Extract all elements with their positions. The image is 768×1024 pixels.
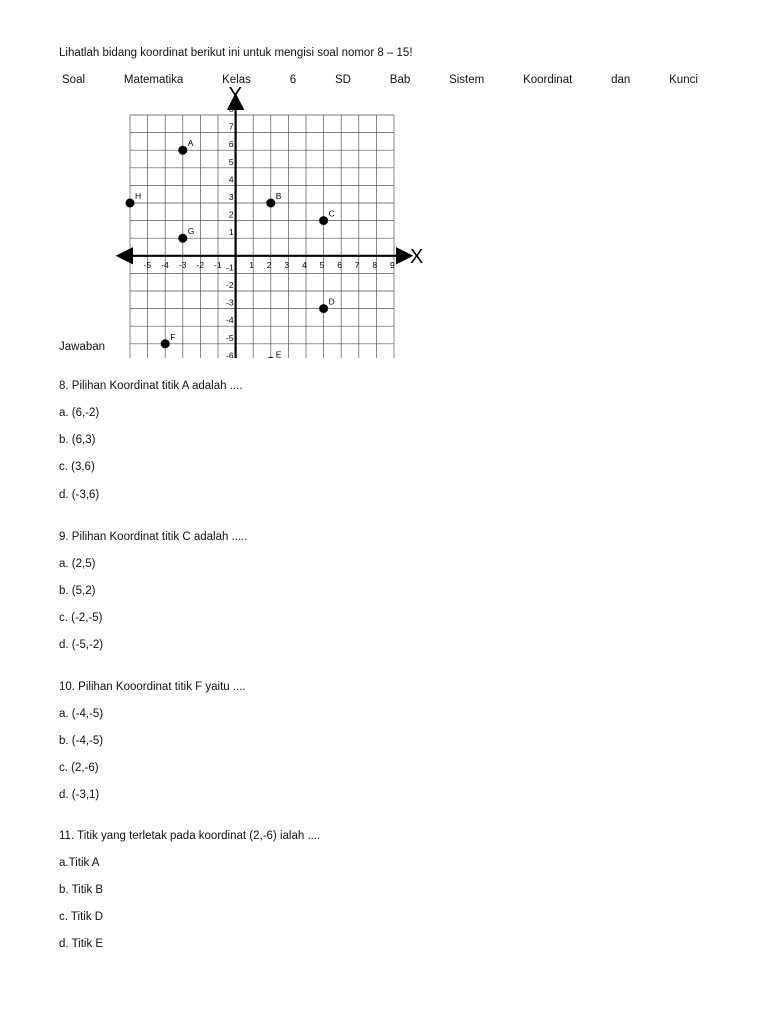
x-axis-label: X bbox=[410, 245, 424, 268]
option-8d: d. (-3,6) bbox=[59, 489, 100, 501]
point-label-h: H bbox=[135, 191, 142, 201]
x-tick-label: 7 bbox=[354, 259, 360, 270]
question-9: 9. Pilihan Koordinat titik C adalah ..... bbox=[59, 531, 248, 543]
y-tick-label: -2 bbox=[226, 280, 234, 290]
point-b bbox=[266, 199, 275, 208]
x-tick-label: 1 bbox=[249, 259, 254, 270]
x-tick-label: 8 bbox=[372, 259, 378, 270]
option-9c: c. (-2,-5) bbox=[59, 612, 103, 624]
title-word: dan bbox=[611, 74, 631, 86]
y-tick-label: 7 bbox=[228, 121, 234, 132]
point-h bbox=[126, 199, 135, 208]
x-tick-label: -1 bbox=[214, 259, 222, 270]
y-tick-label: 2 bbox=[228, 209, 234, 220]
point-c bbox=[319, 216, 328, 225]
y-tick-label: 6 bbox=[228, 139, 234, 150]
y-axis-label: Y bbox=[228, 86, 242, 106]
option-11a: a.Titik A bbox=[59, 857, 100, 869]
y-tick-label: 3 bbox=[228, 192, 234, 202]
question-11: 11. Titik yang terletak pada koordinat (2,-6) ialah .... bbox=[59, 830, 321, 842]
y-tick-label: -3 bbox=[226, 297, 234, 308]
option-9a: a. (2,5) bbox=[59, 558, 96, 570]
jawaban-label: Jawaban bbox=[59, 341, 106, 353]
intro-text: Lihatlah bidang koordinat berikut ini untuk mengisi soal nomor 8 – 15! bbox=[59, 47, 413, 59]
question-10: 10. Pilihan Kooordinat titik F yaitu .... bbox=[59, 681, 246, 693]
title-word: Koordinat bbox=[523, 74, 573, 86]
x-tick-label: 3 bbox=[284, 259, 290, 270]
point-label-f: F bbox=[170, 331, 176, 342]
x-tick-label: 5 bbox=[319, 259, 325, 270]
option-8c: c. (3,6) bbox=[59, 461, 95, 473]
option-9d: d. (-5,-2) bbox=[59, 639, 104, 651]
point-label-c: C bbox=[328, 208, 335, 219]
point-label-a: A bbox=[187, 138, 194, 149]
point-e bbox=[266, 357, 275, 358]
coordinate-plane bbox=[112, 86, 432, 358]
grid bbox=[130, 115, 394, 358]
point-label-g: G bbox=[187, 226, 195, 237]
point-label-e: E bbox=[275, 349, 282, 358]
point-label-b: B bbox=[275, 191, 282, 201]
x-tick-label: 6 bbox=[337, 259, 342, 270]
title-word: Kelas bbox=[222, 74, 251, 86]
document-title bbox=[62, 74, 698, 86]
title-word: Sistem bbox=[449, 74, 485, 86]
y-tick-label: -5 bbox=[226, 332, 234, 343]
x-tick-label: 9 bbox=[390, 259, 395, 270]
y-tick-label: 1 bbox=[228, 227, 234, 238]
x-tick-label: -2 bbox=[196, 259, 204, 270]
option-8b: b. (6,3) bbox=[59, 434, 96, 446]
point-f bbox=[161, 339, 170, 348]
point-a bbox=[178, 146, 187, 155]
x-tick-label: 4 bbox=[302, 259, 307, 270]
title-word: Bab bbox=[389, 74, 411, 86]
option-11b: b. Titik B bbox=[59, 884, 104, 896]
y-tick-label: 8 bbox=[228, 104, 234, 114]
x-tick-label: -5 bbox=[143, 259, 152, 270]
x-tick-label: -4 bbox=[161, 259, 169, 270]
y-tick-label: 4 bbox=[228, 174, 234, 185]
point-d bbox=[319, 304, 328, 313]
title-word: SD bbox=[334, 74, 351, 86]
option-9b: b. (5,2) bbox=[59, 585, 96, 597]
point-label-d: D bbox=[328, 296, 335, 307]
option-10d: d. (-3,1) bbox=[59, 789, 100, 801]
title-word: 6 bbox=[289, 74, 297, 86]
option-10a: a. (-4,-5) bbox=[59, 708, 104, 720]
point-g bbox=[178, 234, 187, 243]
tick-labels bbox=[144, 104, 395, 358]
option-11d: d. Titik E bbox=[59, 938, 104, 950]
option-10b: b. (-4,-5) bbox=[59, 735, 104, 747]
y-tick-label: -6 bbox=[226, 350, 234, 358]
question-8: 8. Pilihan Koordinat titik A adalah .... bbox=[59, 380, 243, 392]
x-tick-label: 2 bbox=[266, 259, 272, 270]
x-tick-label: -3 bbox=[178, 259, 187, 270]
title-word: Matematika bbox=[123, 74, 184, 86]
title-word: Kunci bbox=[669, 74, 698, 86]
y-tick-label: -4 bbox=[226, 315, 234, 326]
option-10c: c. (2,-6) bbox=[59, 762, 99, 774]
title-word: Soal bbox=[62, 74, 86, 86]
option-11c: c. Titik D bbox=[59, 911, 104, 923]
y-tick-label: 5 bbox=[228, 156, 234, 167]
y-tick-label: -1 bbox=[226, 262, 234, 273]
option-8a: a. (6,-2) bbox=[59, 407, 100, 419]
